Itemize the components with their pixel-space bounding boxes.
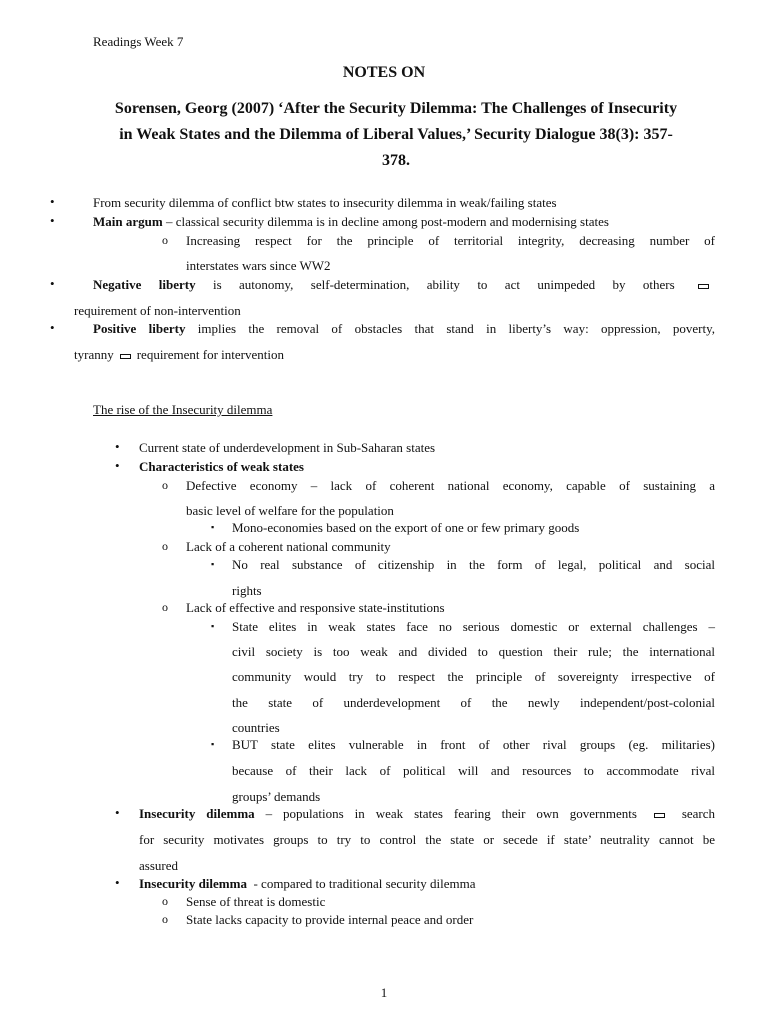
list-item: Defective economy – lack of coherent national economy, capable of sustaining a <box>186 478 715 493</box>
bullet-marker: • <box>115 875 120 890</box>
list-item-continuation: groups’ demands <box>232 789 321 804</box>
circle-marker: o <box>162 478 168 492</box>
list-item-continuation: assured <box>139 858 178 873</box>
list-item-continuation: countries <box>232 720 280 735</box>
list-item-continuation: civil society is too weak and divided to question their rule; the international <box>232 644 715 659</box>
implies-arrow-icon <box>654 813 665 818</box>
circle-marker: o <box>162 600 168 614</box>
item-text: – classical security dilemma is in decline among post-modern and modernising states <box>162 214 609 229</box>
citation-line: 378. <box>382 152 410 169</box>
item-text: tyranny <box>74 347 114 362</box>
circle-marker: o <box>162 539 168 553</box>
circle-marker: o <box>162 912 168 926</box>
list-item-continuation: basic level of welfare for the population <box>186 503 394 518</box>
square-marker: ▪ <box>211 559 215 569</box>
item-text: implies the removal of obstacles that stand in liberty’s way: oppression, poverty, <box>197 321 715 336</box>
list-item: Lack of a coherent national community <box>186 539 391 554</box>
list-item: Lack of effective and responsive state-institutions <box>186 600 445 615</box>
item-text: – populations in weak states fearing their own governments <box>254 806 637 821</box>
list-item-continuation: the state of underdevelopment of the newly independent/post-colonial <box>232 695 715 710</box>
bold-term: Main argum <box>93 214 163 229</box>
list-item: State elites in weak states face no serious domestic or external challenges – <box>232 619 715 634</box>
item-text: - compared to traditional security dilemma <box>246 876 476 891</box>
square-marker: ▪ <box>211 522 215 532</box>
section-heading: The rise of the Insecurity dilemma <box>93 402 273 417</box>
list-item-continuation: for security motivates groups to try to control the state or secede if state’ neutrality cannot be <box>139 832 715 847</box>
circle-marker: o <box>162 233 168 247</box>
list-item: Current state of underdevelopment in Sub-Saharan states <box>139 440 436 455</box>
list-item: Sense of threat is domestic <box>186 894 326 909</box>
page-number: 1 <box>380 985 388 1000</box>
citation-line: Sorensen, Georg (2007) ‘After the Security Dilemma: The Challenges of Insecurity <box>114 100 678 117</box>
list-item <box>139 875 475 893</box>
list-item-continuation: rights <box>232 583 262 598</box>
square-marker: ▪ <box>211 621 215 631</box>
page-header: Readings Week 7 <box>93 34 184 49</box>
list-item-continuation <box>74 346 284 364</box>
citation-line: in Weak States and the Dilemma of Liberal Values,’ Security Dialogue 38(3): 357- <box>119 126 673 143</box>
list-item <box>139 805 715 823</box>
circle-marker: o <box>162 894 168 908</box>
page-title: NOTES ON <box>342 64 426 81</box>
bullet-marker: • <box>50 194 55 209</box>
list-item <box>139 458 304 476</box>
list-item: From security dilemma of conflict btw states to insecurity dilemma in weak/failing states <box>93 195 557 210</box>
square-marker: ▪ <box>211 739 215 749</box>
item-text: is autonomy, self-determination, ability to act unimpeded by others <box>212 277 675 292</box>
bold-term: Positive liberty <box>93 321 186 336</box>
implies-arrow-icon <box>120 354 131 359</box>
bullet-marker: • <box>50 276 55 291</box>
list-item <box>93 276 715 294</box>
bold-term: Negative liberty <box>93 277 196 292</box>
list-item: BUT state elites vulnerable in front of other rival groups (eg. militaries) <box>232 737 715 752</box>
list-item <box>93 320 715 338</box>
item-text: requirement for intervention <box>136 347 284 362</box>
list-item: State lacks capacity to provide internal peace and order <box>186 912 474 927</box>
list-item-continuation: requirement of non-intervention <box>74 303 241 318</box>
implies-arrow-icon <box>698 284 709 289</box>
list-item-continuation: community would try to respect the principle of sovereignty irrespective of <box>232 669 715 684</box>
bullet-marker: • <box>50 320 55 335</box>
bold-term: Insecurity dilemma <box>139 876 247 891</box>
bullet-marker: • <box>115 805 120 820</box>
bold-term: Characteristics of weak states <box>139 459 304 474</box>
bold-term: Insecurity dilemma <box>139 806 255 821</box>
item-text: search <box>681 806 716 821</box>
list-item-continuation: interstates wars since WW2 <box>186 258 331 273</box>
list-item <box>93 213 609 231</box>
bullet-marker: • <box>50 213 55 228</box>
list-item: Mono-economies based on the export of one or few primary goods <box>232 520 580 535</box>
bullet-marker: • <box>115 458 120 473</box>
citation <box>76 96 716 174</box>
list-item-continuation: because of their lack of political will and resources to accommodate rival <box>232 763 715 778</box>
list-item: No real substance of citizenship in the form of legal, political and social <box>232 557 715 572</box>
list-item: Increasing respect for the principle of territorial integrity, decreasing number of <box>186 233 715 248</box>
bullet-marker: • <box>115 439 120 454</box>
